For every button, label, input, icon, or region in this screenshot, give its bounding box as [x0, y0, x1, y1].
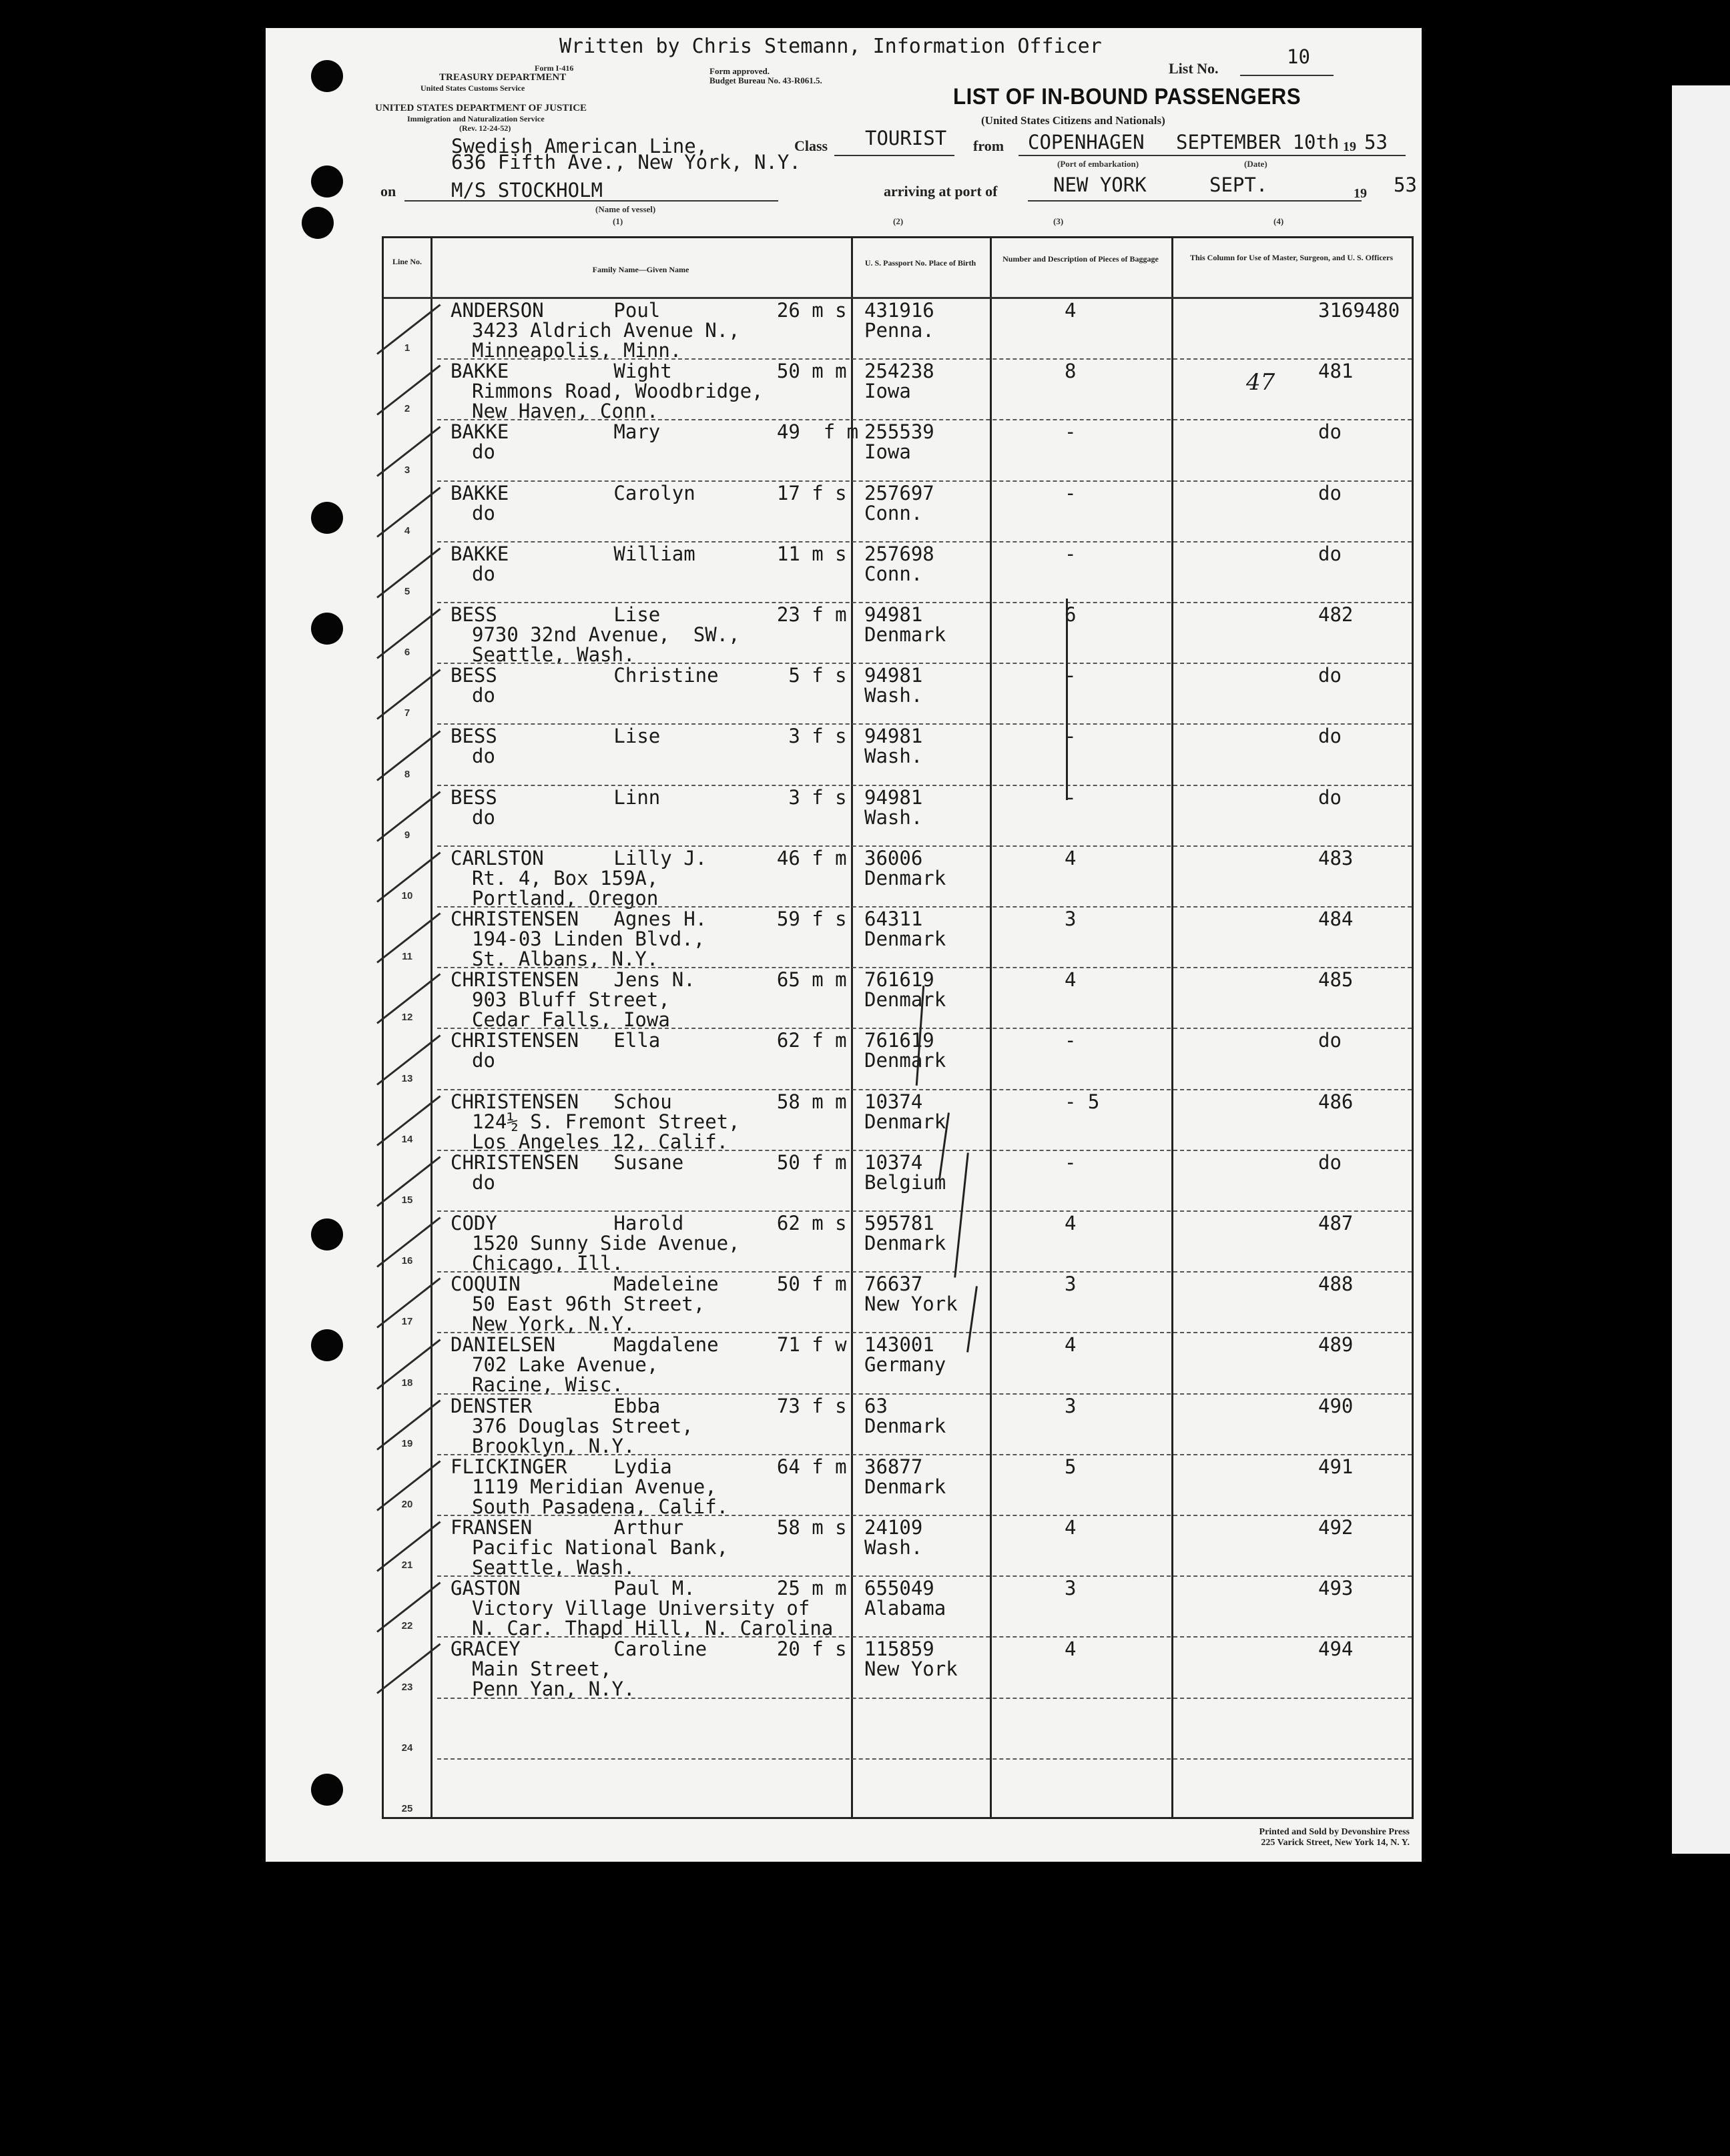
passport-number: 36006 [864, 846, 923, 869]
place-of-birth: Denmark [864, 1049, 946, 1072]
passenger-address-line-1: Victory Village University of [472, 1597, 810, 1620]
baggage-count: - [1065, 725, 1077, 748]
passenger-name-age-sex-status: DANIELSEN Magdalene 71 f w [451, 1333, 847, 1357]
table-row [384, 299, 1412, 360]
passenger-address-line-1: do [472, 562, 495, 585]
passport-number: 64311 [864, 908, 923, 930]
page-subtitle: (United States Citizens and Nationals) [981, 114, 1165, 127]
line-number: 22 [401, 1620, 413, 1632]
passenger-address-line-1: do [472, 501, 495, 524]
date-caption: (Date) [1244, 159, 1267, 169]
passenger-address-line-2: Seattle, Wash. [472, 643, 635, 666]
table-row [384, 1760, 1412, 1820]
col-header-baggage: Number and Description of Pieces of Baggage [1002, 254, 1159, 264]
line-number: 6 [404, 647, 410, 659]
line-number: 1 [404, 342, 410, 354]
baggage-count: - [1065, 1029, 1077, 1052]
place-of-birth: Alabama [864, 1597, 946, 1620]
baggage-count: - [1065, 785, 1077, 809]
officer-notation: do [1318, 725, 1342, 748]
place-of-birth: Denmark [864, 1475, 946, 1498]
passenger-name-age-sex-status: BAKKE Mary 49 f m [451, 420, 859, 444]
baggage-count: 8 [1065, 360, 1077, 383]
passenger-name-age-sex-status: CODY Harold 62 m s [451, 1212, 847, 1234]
table-row [384, 1395, 1412, 1455]
col-header-line-no: Line No. [392, 257, 422, 266]
binder-hole [311, 613, 343, 645]
arrival-year: 53 [1394, 173, 1417, 196]
passenger-address-line-2: New Haven, Conn. [472, 400, 659, 423]
pen-mark [1066, 599, 1068, 800]
officer-notation: 491 [1318, 1455, 1354, 1478]
baggage-count: 4 [1065, 1516, 1077, 1539]
baggage-count: - [1065, 420, 1077, 444]
line-number: 10 [401, 889, 413, 902]
line-number: 8 [404, 768, 410, 780]
passenger-address-line-1: Pacific National Bank, [472, 1536, 729, 1559]
baggage-count: 5 [1065, 1455, 1077, 1478]
passenger-name-age-sex-status: DENSTER Ebba 73 f s [451, 1394, 847, 1417]
table-row [384, 1638, 1412, 1701]
passport-number: 761619 [864, 968, 934, 992]
passenger-address-line-2: N. Car. Thapd Hill, N. Carolina [472, 1617, 834, 1640]
binder-hole [311, 502, 343, 534]
line-number: 12 [401, 1012, 413, 1024]
line-number: 9 [404, 829, 410, 841]
passenger-address-line-2: New York, N.Y. [472, 1313, 635, 1336]
list-number-line [1240, 75, 1334, 76]
budget-bureau: Budget Bureau No. 43-R061.5. [709, 75, 822, 85]
line-number: 19 [401, 1437, 413, 1449]
baggage-count: 3 [1065, 1577, 1077, 1600]
binder-hole [311, 1218, 343, 1250]
line-number: 21 [401, 1559, 413, 1571]
passport-number: 94981 [864, 603, 923, 626]
passenger-address-line-2: South Pasadena, Calif. [472, 1495, 729, 1518]
vessel-caption: (Name of vessel) [595, 204, 656, 214]
officer-notation: 486 [1318, 1090, 1354, 1113]
place-of-birth: Iowa [864, 440, 911, 464]
line-number: 11 [402, 951, 412, 963]
place-of-birth: Germany [864, 1353, 946, 1377]
passenger-table [382, 236, 1414, 1819]
passenger-address-line-1: do [472, 1170, 495, 1194]
passenger-address-line-2: Chicago, Ill. [472, 1252, 623, 1275]
baggage-count: 4 [1065, 1212, 1077, 1234]
officer-notation: 484 [1318, 908, 1354, 930]
baggage-count: 4 [1065, 846, 1077, 869]
passenger-name-age-sex-status: CHRISTENSEN Ella 62 f m [451, 1029, 847, 1052]
place-of-birth: Belgium [864, 1170, 946, 1194]
on-label: on [380, 183, 396, 200]
baggage-count: - [1065, 481, 1077, 504]
passport-number: 257698 [864, 542, 934, 565]
binder-hole [311, 60, 343, 92]
place-of-birth: Penna. [864, 319, 934, 342]
passenger-name-age-sex-status: FRANSEN Arthur 58 m s [451, 1516, 847, 1539]
passenger-address-line-1: 194-03 Linden Blvd., [472, 928, 705, 950]
officer-notation: 483 [1318, 846, 1354, 869]
embark-date: SEPTEMBER 10th [1176, 131, 1340, 153]
list-label: List No. [1169, 60, 1219, 77]
line-number: 20 [401, 1498, 413, 1510]
passenger-name-age-sex-status: CHRISTENSEN Jens N. 65 m m [451, 968, 847, 992]
table-row [384, 968, 1412, 1032]
passenger-address-line-1: Rt. 4, Box 159A, [472, 866, 659, 889]
table-row [384, 1333, 1412, 1397]
officer-notation: do [1318, 664, 1342, 687]
officer-notation: 492 [1318, 1516, 1354, 1539]
form-approved: Form approved. [709, 66, 770, 76]
passport-number: 10374 [864, 1150, 923, 1174]
arrival-port: NEW YORK [1053, 173, 1147, 196]
passenger-address-line-1: Main Street, [472, 1658, 612, 1681]
embark-year-prefix: 19 [1343, 139, 1356, 154]
place-of-birth: Denmark [864, 866, 946, 889]
baggage-count: - [1065, 664, 1077, 687]
place-of-birth: Denmark [864, 988, 946, 1012]
passenger-manifest-page [266, 28, 1422, 1862]
treasury-department: TREASURY DEPARTMENT [439, 72, 567, 83]
officer-notation: 488 [1318, 1273, 1354, 1296]
passenger-address-line-1: do [472, 440, 495, 464]
passport-number: 94981 [864, 785, 923, 809]
passenger-address-line-2: Cedar Falls, Iowa [472, 1008, 670, 1032]
passenger-name-age-sex-status: CHRISTENSEN Agnes H. 59 f s [451, 908, 847, 930]
passenger-address-line-2: St. Albans, N.Y. [472, 948, 659, 970]
table-row [384, 908, 1412, 968]
passenger-address-line-1: Rimmons Road, Woodbridge, [472, 380, 764, 403]
passenger-name-age-sex-status: BESS Lise 3 f s [451, 725, 847, 748]
passenger-address-line-1: do [472, 745, 495, 768]
place-of-birth: Wash. [864, 745, 923, 768]
col-header-officers: This Column for Use of Master, Surgeon, and U. S. Officers [1189, 253, 1393, 262]
officer-notation: do [1318, 420, 1342, 444]
passenger-name-age-sex-status: CARLSTON Lilly J. 46 f m [451, 846, 847, 869]
passenger-address-line-1: 9730 32nd Avenue, SW., [472, 623, 740, 646]
printer-credit [1259, 1827, 1410, 1848]
binder-hole [311, 1774, 343, 1806]
vessel-name: M/S STOCKHOLM [451, 179, 603, 202]
class-label: Class [794, 137, 828, 154]
arrival-line [1028, 200, 1362, 202]
passport-number: 10374 [864, 1090, 923, 1113]
customs-service: United States Customs Service [420, 83, 525, 93]
form-number: Form I-416 [535, 63, 574, 73]
table-row [384, 1212, 1412, 1273]
officer-notation: do [1318, 785, 1342, 809]
passenger-address-line-2: Penn Yan, N.Y. [472, 1678, 635, 1701]
passenger-address-line-1: do [472, 1049, 495, 1072]
passport-number: 115859 [864, 1638, 934, 1661]
passenger-address-line-2: Seattle, Wash. [472, 1556, 635, 1579]
col-num-2: (2) [893, 216, 904, 226]
officer-notation: 490 [1318, 1394, 1354, 1417]
passenger-name-age-sex-status: BAKKE William 11 m s [451, 542, 847, 565]
table-row [384, 1577, 1412, 1638]
baggage-count: 4 [1065, 1638, 1077, 1661]
printer-address: 225 Varick Street, New York 14, N. Y. [1261, 1838, 1410, 1848]
officer-notation: 489 [1318, 1333, 1354, 1357]
port-of-embarkation: COPENHAGEN [1028, 131, 1145, 153]
passenger-address-line-2: Racine, Wisc. [472, 1373, 623, 1397]
line-number: 15 [401, 1194, 413, 1206]
passenger-name-age-sex-status: ANDERSON Poul 26 m s [451, 299, 847, 322]
line-number: 14 [401, 1133, 413, 1145]
officer-notation: 493 [1318, 1577, 1354, 1600]
baggage-count: 4 [1065, 299, 1077, 322]
handwritten-47: 47 [1246, 369, 1275, 396]
place-of-birth: Denmark [864, 623, 946, 646]
shipping-line: Swedish American Line, [451, 135, 708, 157]
baggage-count: 3 [1065, 908, 1077, 930]
arriving-label: arriving at port of [884, 183, 998, 200]
passenger-address-line-1: 702 Lake Avenue, [472, 1353, 659, 1377]
baggage-count: - [1065, 542, 1077, 565]
class-line [834, 155, 954, 156]
passenger-address-line-1: do [472, 805, 495, 829]
line-number: 2 [404, 403, 410, 415]
passenger-name-age-sex-status: BAKKE Carolyn 17 f s [451, 481, 847, 504]
table-row [384, 543, 1412, 603]
place-of-birth: Denmark [864, 1232, 946, 1254]
passenger-address-line-1: 1119 Meridian Avenue, [472, 1475, 717, 1498]
officer-notation: do [1318, 542, 1342, 565]
passenger-address-line-2: Minneapolis, Minn. [472, 339, 682, 362]
officer-notation: do [1318, 1029, 1342, 1052]
table-row [384, 1516, 1412, 1577]
author-line: Written by Chris Stemann, Information Officer [559, 35, 1102, 58]
place-of-birth: New York [864, 1293, 958, 1316]
binder-hole [311, 1329, 343, 1361]
passport-number: 76637 [864, 1273, 923, 1296]
place-of-birth: Iowa [864, 380, 911, 403]
binder-hole [311, 165, 343, 198]
line-number: 4 [404, 524, 410, 536]
line-number: 24 [401, 1742, 413, 1754]
embark-line [1019, 155, 1406, 156]
arrival-year-prefix: 19 [1354, 186, 1367, 201]
passport-number: 257697 [864, 481, 934, 504]
passenger-address-line-1: 1520 Sunny Side Avenue, [472, 1232, 740, 1254]
passenger-name-age-sex-status: GRACEY Caroline 20 f s [451, 1638, 847, 1661]
col-num-4: (4) [1273, 216, 1284, 226]
baggage-count: 6 [1065, 603, 1077, 626]
passport-number: 94981 [864, 664, 923, 687]
place-of-birth: New York [864, 1658, 958, 1681]
line-number: 25 [401, 1802, 413, 1814]
passenger-address-line-1: do [472, 684, 495, 707]
line-number: 5 [404, 585, 410, 597]
passport-number: 63 [864, 1394, 888, 1417]
baggage-count: 3 [1065, 1394, 1077, 1417]
col-num-1: (1) [613, 216, 623, 226]
passenger-address-line-1: 903 Bluff Street, [472, 988, 670, 1012]
passenger-address-line-2: Portland, Oregon [472, 886, 659, 910]
line-number: 7 [404, 707, 410, 719]
passport-number: 255539 [864, 420, 934, 444]
passenger-name-age-sex-status: CHRISTENSEN Susane 50 f m [451, 1150, 847, 1174]
embark-year: 53 [1364, 131, 1388, 153]
table-row [384, 1699, 1412, 1760]
place-of-birth: Conn. [864, 562, 923, 585]
baggage-count: 4 [1065, 1333, 1077, 1357]
passport-number: 595781 [864, 1212, 934, 1234]
officer-notation: 482 [1318, 603, 1354, 626]
passenger-name-age-sex-status: GASTON Paul M. 25 m m [451, 1577, 847, 1600]
binder-hole [302, 207, 334, 239]
table-row [384, 420, 1412, 481]
baggage-count: - 5 [1065, 1090, 1100, 1113]
passenger-name-age-sex-status: BAKKE Wight 50 m m [451, 360, 847, 383]
table-row [384, 1455, 1412, 1516]
baggage-count: - [1065, 1150, 1077, 1174]
arrival-month: SEPT. [1209, 173, 1268, 196]
table-row [384, 1151, 1412, 1212]
ins-service: Immigration and Naturalization Service [407, 114, 545, 123]
passport-number: 143001 [864, 1333, 934, 1357]
passenger-address-line-1: 50 East 96th Street, [472, 1293, 705, 1316]
printer-name: Printed and Sold by Devonshire Press [1259, 1827, 1410, 1837]
place-of-birth: Wash. [864, 1536, 923, 1559]
revision-date: (Rev. 12-24-52) [459, 123, 511, 133]
passport-number: 24109 [864, 1516, 923, 1539]
col-header-name: Family Name—Given Name [592, 265, 689, 274]
place-of-birth: Conn. [864, 501, 923, 524]
officer-notation: 485 [1318, 968, 1354, 992]
passport-number: 94981 [864, 725, 923, 748]
line-number: 18 [401, 1377, 413, 1389]
table-row [384, 1090, 1412, 1151]
place-of-birth: Denmark [864, 1414, 946, 1437]
place-of-birth: Denmark [864, 928, 946, 950]
line-number: 17 [401, 1316, 413, 1328]
table-row [384, 725, 1412, 785]
passenger-address-line-2: Los Angeles 12, Calif. [472, 1130, 729, 1153]
officer-notation: 494 [1318, 1638, 1354, 1661]
passenger-address-line-1: 3423 Aldrich Avenue N., [472, 319, 740, 342]
page-title: LIST OF IN-BOUND PASSENGERS [953, 84, 1302, 109]
table-row [384, 482, 1412, 543]
line-number: 23 [401, 1681, 413, 1693]
passenger-address-line-1: 124½ S. Fremont Street, [472, 1110, 740, 1133]
passenger-address-line-1: 376 Douglas Street, [472, 1414, 693, 1437]
passport-number: 655049 [864, 1577, 934, 1600]
passport-number: 761619 [864, 1029, 934, 1052]
passenger-name-age-sex-status: CHRISTENSEN Schou 58 m m [451, 1090, 847, 1113]
passenger-name-age-sex-status: BESS Lise 23 f m [451, 603, 847, 626]
place-of-birth: Wash. [864, 805, 923, 829]
passport-number: 36877 [864, 1455, 923, 1478]
department-of-justice: UNITED STATES DEPARTMENT OF JUSTICE [375, 103, 587, 113]
table-row [384, 664, 1412, 725]
col-num-3: (3) [1053, 216, 1064, 226]
col-header-passport: U. S. Passport No. Place of Birth [864, 258, 976, 268]
officer-notation: do [1318, 481, 1342, 504]
table-row [384, 1273, 1412, 1336]
passport-number: 254238 [864, 360, 934, 383]
port-caption: (Port of embarkation) [1057, 159, 1139, 169]
baggage-count: 4 [1065, 968, 1077, 992]
officer-notation: do [1318, 1150, 1342, 1174]
place-of-birth: Wash. [864, 684, 923, 707]
passenger-name-age-sex-status: COQUIN Madeleine 50 f m [451, 1273, 847, 1296]
officer-notation: 481 [1318, 360, 1354, 383]
passenger-name-age-sex-status: BESS Linn 3 f s [451, 785, 847, 809]
passenger-name-age-sex-status: BESS Christine 5 f s [451, 664, 847, 687]
line-number: 3 [404, 464, 410, 476]
officer-notation: 3169480 [1318, 299, 1400, 322]
table-row [384, 847, 1412, 908]
line-number: 13 [401, 1072, 413, 1084]
passenger-name-age-sex-status: FLICKINGER Lydia 64 f m [451, 1455, 847, 1478]
passport-number: 431916 [864, 299, 934, 322]
place-of-birth: Denmark [864, 1110, 946, 1133]
line-number: 16 [401, 1255, 413, 1267]
officer-notation: 487 [1318, 1212, 1354, 1234]
table-row [384, 786, 1412, 847]
baggage-count: 3 [1065, 1273, 1077, 1296]
list-number: 10 [1287, 45, 1310, 68]
shipping-line-address: 636 Fifth Ave., New York, N.Y. [451, 151, 801, 173]
passenger-address-line-2: Brooklyn, N.Y. [472, 1434, 635, 1457]
table-row [384, 603, 1412, 664]
adjacent-page-edge [1672, 85, 1730, 1854]
table-row [384, 1029, 1412, 1090]
class-value: TOURIST [865, 127, 947, 149]
from-label: from [973, 137, 1004, 154]
